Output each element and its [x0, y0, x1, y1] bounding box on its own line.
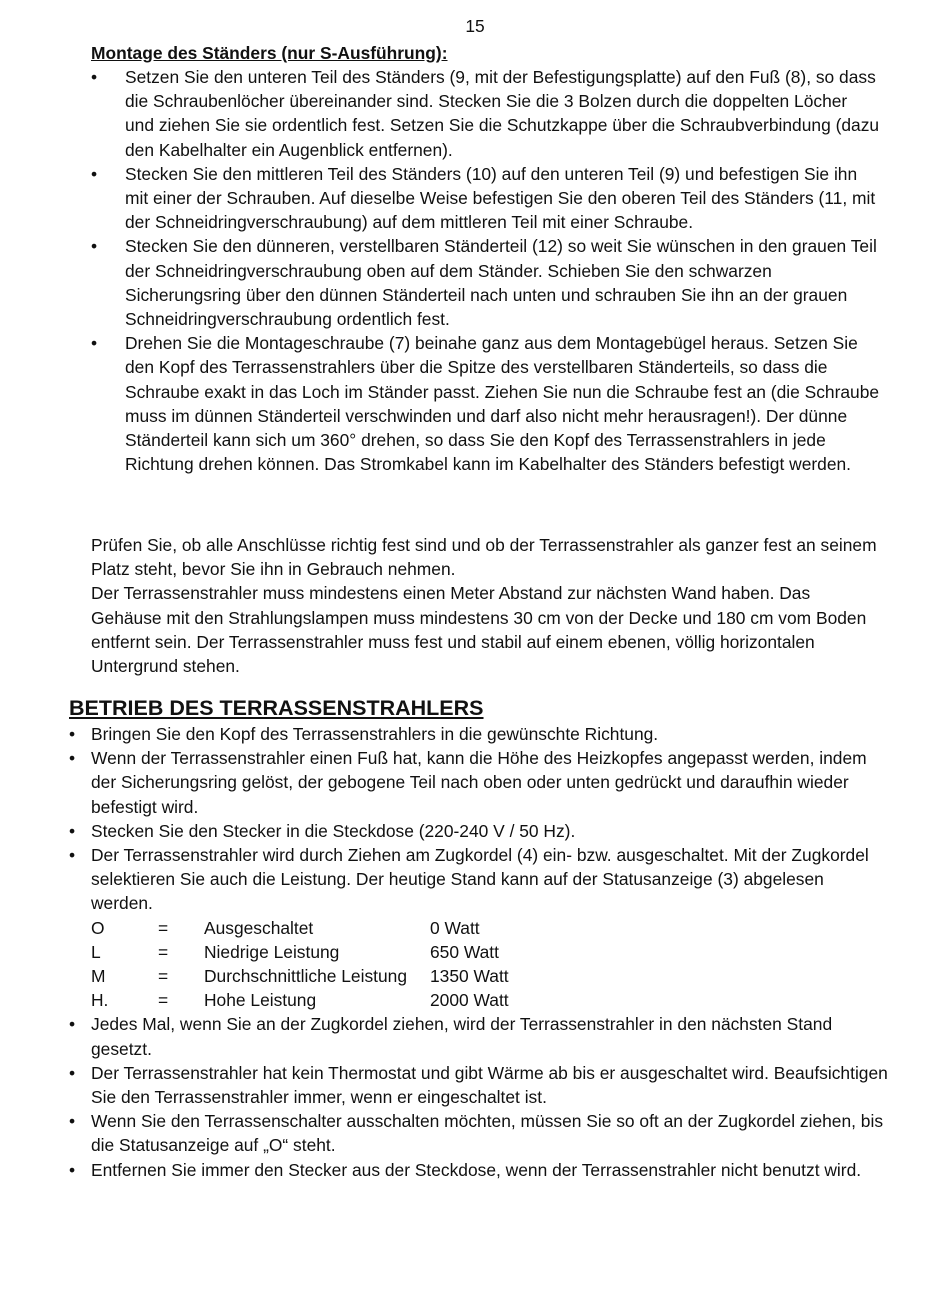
bullet-icon: • [69, 1014, 76, 1035]
bullet-icon: • [69, 748, 76, 769]
list-item-text: Stecken Sie den mittleren Teil des Ständers (10) auf den unteren Teil (9) und befestigen Sie ihn mit einer der Schrauben. Auf dieselbe Weise befestigen Sie den oberen Teil des Ständers (11, mit der Schneidringverschraubung) auf dem mittleren Teil mit einer Schraube. [125, 163, 876, 233]
list-item [91, 331, 881, 476]
level-code: H. [91, 990, 109, 1011]
operation-list [69, 722, 889, 1182]
bullet-icon: • [69, 820, 76, 841]
power-level-row [91, 940, 889, 964]
level-label: Ausgeschaltet [204, 917, 314, 938]
bullet-icon: • [69, 1062, 76, 1083]
level-equals: = [158, 990, 169, 1011]
bullet-icon: • [91, 163, 98, 184]
list-item-text: Stecken Sie den Stecker in die Steckdose (220-240 V / 50 Hz). [91, 820, 576, 841]
list-item [69, 1158, 889, 1182]
power-level-row [91, 964, 889, 988]
level-label: Durchschnittliche Leistung [204, 966, 407, 986]
level-code: L [91, 941, 101, 962]
list-item-text: Entfernen Sie immer den Stecker aus der Steckdose, wenn der Terrassenstrahler nicht benutzt wird. [91, 1159, 862, 1180]
page-number: 15 [465, 16, 485, 36]
list-item [69, 1012, 889, 1060]
list-item [91, 162, 881, 235]
stand-assembly-list [91, 65, 881, 476]
list-item [69, 819, 889, 843]
list-item-text: Stecken Sie den dünneren, verstellbaren Ständerteil (12) so weit Sie wünschen in den grauen Teil der Schneidringverschraubung oben auf dem Ständer. Schieben Sie den schwarzen Sicherungsring über den dünnen Ständerteil nach unten und schrauben Sie ihn an der grauen Schneidringverschraubung ordentlich fest. [125, 236, 877, 330]
level-equals: = [158, 966, 169, 986]
power-level-table [91, 916, 889, 1013]
list-item-text: Jedes Mal, wenn Sie an der Zugkordel ziehen, wird der Terrassenstrahler in den nächsten Stand gesetzt. [91, 1014, 833, 1059]
level-wattage: 2000 Watt [430, 990, 509, 1011]
bullet-icon: • [69, 845, 76, 866]
list-item [91, 65, 881, 162]
list-item-text: Wenn Sie den Terrassenschalter ausschalten möchten, müssen Sie so oft an der Zugkordel ziehen, bis die Statusanzeige auf „O“ steht. [91, 1111, 884, 1156]
list-item [69, 746, 889, 819]
list-item-text: Drehen Sie die Montageschraube (7) beinahe ganz aus dem Montagebügel heraus. Setzen Sie den Kopf des Terrassenstrahlers über die Spitze des verstellbaren Ständerteils, so dass die Schraube exakt in das Loch im Ständer passt. Ziehen Sie nun die Schraube fest an (die Schraube muss im dünnen Ständerteil verschwinden und darf also nicht mehr herausragen!). Der dünne Ständerteil kann sich um 360° drehen, so dass Sie den Kopf des Terrassenstrahlers in jede Richtung drehen können. Das Stromkabel kann im Kabelhalter des Ständers befestigt werden. [125, 333, 880, 475]
list-item [69, 1061, 889, 1109]
list-item-text: Der Terrassenstrahler hat kein Thermostat und gibt Wärme ab bis er ausgeschaltet wird. Beaufsichtigen Sie den Terrassenstrahler immer, wenn er eingeschaltet ist. [91, 1062, 888, 1107]
power-level-row [91, 988, 889, 1012]
level-wattage: 0 Watt [430, 917, 480, 938]
list-item [69, 722, 889, 746]
level-wattage: 1350 Watt [430, 966, 509, 986]
list-item-text: Setzen Sie den unteren Teil des Ständers (9, mit der Befestigungsplatte) auf den Fuß (8), so dass die Schraubenlöcher übereinander sind. Stecken Sie die 3 Bolzen durch die doppelten Löcher und ziehen Sie sie ordentlich fest. Setzen Sie die Schutzkappe über die Schraubverbindung (dazu den Kabelhalter ein Augenblick entfernen). [125, 67, 880, 160]
section-title-stand-assembly: Montage des Ständers (nur S-Ausführung): [91, 43, 448, 63]
level-equals: = [158, 917, 169, 938]
list-item-text: Wenn der Terrassenstrahler einen Fuß hat, kann die Höhe des Heizkopfes angepasst werden, indem der Sicherungsring gelöst, der gebogene Teil nach oben oder unten gedrückt und daraufhin wieder befestigt wird. [91, 748, 867, 817]
list-item [69, 843, 889, 1012]
paragraph-distance-requirements: Der Terrassenstrahler muss mindestens einen Meter Abstand zur nächsten Wand haben. Das Gehäuse mit den Strahlungslampen muss mindestens 30 cm von der Decke und 180 cm vom Boden entfernt sein. Der Terrassenstrahler muss fest und stabil auf einem ebenen, völlig horizontalen Untergrund stehen. [91, 583, 867, 677]
bullet-icon: • [91, 67, 98, 87]
level-label: Niedrige Leistung [204, 941, 340, 962]
level-equals: = [158, 941, 169, 962]
bullet-icon: • [91, 333, 98, 354]
list-item-text: Der Terrassenstrahler wird durch Ziehen am Zugkordel (4) ein- bzw. ausgeschaltet. Mit der Zugkordel selektieren Sie auch die Leistung. Der heutige Stand kann auf der Statusanzeige (3) abgelesen werden. [91, 845, 869, 914]
power-level-row [91, 916, 889, 940]
section-title-operation: BETRIEB DES TERRASSENSTRAHLERS [69, 696, 484, 720]
level-code: O [91, 917, 105, 938]
list-item [69, 1109, 889, 1157]
safety-notes [91, 533, 881, 678]
list-item-text: Bringen Sie den Kopf des Terrassenstrahlers in die gewünschte Richtung. [91, 724, 659, 744]
bullet-icon: • [69, 724, 76, 744]
bullet-icon: • [69, 1111, 76, 1132]
bullet-icon: • [69, 1159, 76, 1180]
list-item [91, 234, 881, 331]
level-label: Hohe Leistung [204, 990, 317, 1011]
paragraph-check-connections: Prüfen Sie, ob alle Anschlüsse richtig fest sind und ob der Terrassenstrahler als ganzer fest an seinem Platz steht, bevor Sie ihn in Gebrauch nehmen. [91, 535, 877, 580]
bullet-icon: • [91, 236, 98, 257]
level-wattage: 650 Watt [430, 941, 499, 962]
level-code: M [91, 966, 106, 986]
